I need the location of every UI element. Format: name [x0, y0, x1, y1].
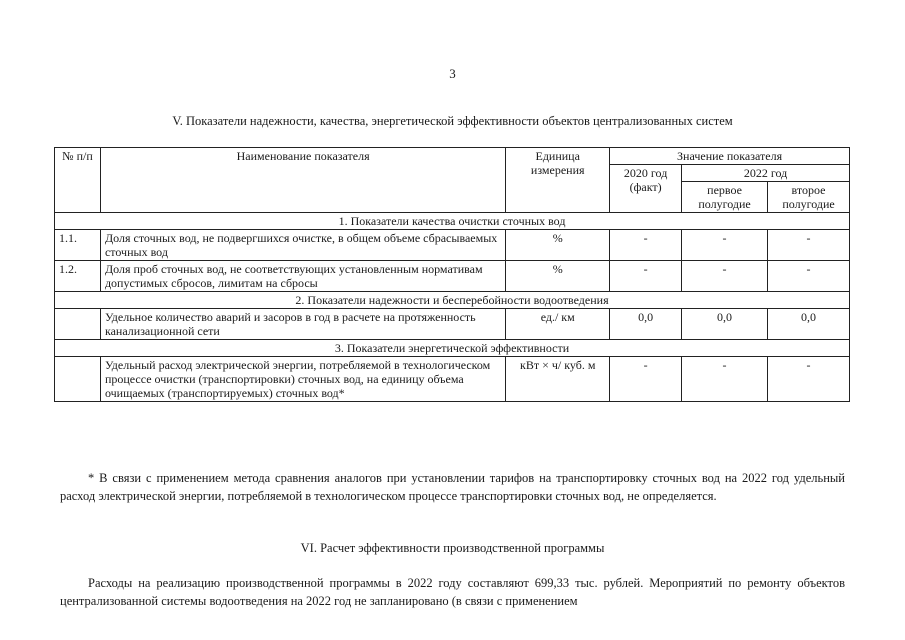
header-year-2020: 2020 год (факт): [610, 165, 682, 213]
row-num: [55, 357, 101, 402]
group-title: 2. Показатели надежности и бесперебойности водоотведения: [55, 292, 850, 309]
footnote-text: * В связи с применением метода сравнения аналогов при установлении тарифов на транспортировку сточных вод на 2022 год удельный расход электрической энергии, потребляемой в технологическом процессе транспортировки сточных вод, не определяется.: [60, 471, 845, 503]
row-name: Доля сточных вод, не подвергшихся очистке, в общем объеме сбрасываемых сточных вод: [100, 230, 505, 261]
row-unit: ед./ км: [506, 309, 610, 340]
table-row: [55, 309, 850, 340]
row-value-half-1: -: [682, 230, 768, 261]
row-unit: кВт × ч/ куб. м: [506, 357, 610, 402]
row-num: 1.1.: [55, 230, 101, 261]
header-half-2: второе полугодие: [768, 182, 850, 213]
table-row: [55, 261, 850, 292]
indicators-table: [54, 147, 850, 402]
row-num: 1.2.: [55, 261, 101, 292]
header-num: № п/п: [55, 148, 101, 213]
page-number: 3: [449, 66, 456, 81]
row-value-half-1: 0,0: [682, 309, 768, 340]
row-value-half-2: -: [768, 261, 850, 292]
section-5-title: V. Показатели надежности, качества, энергетической эффективности объектов централизованных систем: [172, 114, 733, 128]
row-value-2020: -: [610, 357, 682, 402]
row-value-2020: 0,0: [610, 309, 682, 340]
header-name: Наименование показателя: [100, 148, 505, 213]
header-unit: Единица измерения: [506, 148, 610, 213]
row-unit: %: [506, 230, 610, 261]
section-6-paragraph: [60, 574, 845, 610]
row-name: Удельное количество аварий и засоров в год в расчете на протяженность канализационной сети: [100, 309, 505, 340]
row-value-2020: -: [610, 230, 682, 261]
header-half-1: первое полугодие: [682, 182, 768, 213]
row-value-half-1: -: [682, 357, 768, 402]
header-year-2022: 2022 год: [682, 165, 850, 182]
paragraph-text: Расходы на реализацию производственной программы в 2022 году составляют 699,33 тыс. рублей. Мероприятий по ремонту объектов централизованной системы водоотведения на 2022 год не запланировано (в связи с применением: [60, 576, 845, 608]
table-row: [55, 230, 850, 261]
group-title: 1. Показатели качества очистки сточных вод: [55, 213, 850, 230]
group-row: [55, 292, 850, 309]
row-num: [55, 309, 101, 340]
group-row: [55, 340, 850, 357]
footnote: [60, 469, 845, 505]
row-value-half-1: -: [682, 261, 768, 292]
group-title: 3. Показатели энергетической эффективности: [55, 340, 850, 357]
row-value-half-2: -: [768, 230, 850, 261]
row-value-2020: -: [610, 261, 682, 292]
row-value-half-2: 0,0: [768, 309, 850, 340]
row-value-half-2: -: [768, 357, 850, 402]
row-name: Удельный расход электрической энергии, потребляемой в технологическом процессе очистки (транспортировки) сточных вод, на единицу объема очищаемых (транспортируемых) сточных вод*: [100, 357, 505, 402]
section-6-title: VI. Расчет эффективности производственной программы: [300, 541, 605, 555]
group-row: [55, 213, 850, 230]
table-header-row: [55, 148, 850, 165]
table-row: [55, 357, 850, 402]
row-unit: %: [506, 261, 610, 292]
row-name: Доля проб сточных вод, не соответствующих установленным нормативам допустимых сбросов, лимитам на сбросы: [100, 261, 505, 292]
header-value: Значение показателя: [610, 148, 850, 165]
